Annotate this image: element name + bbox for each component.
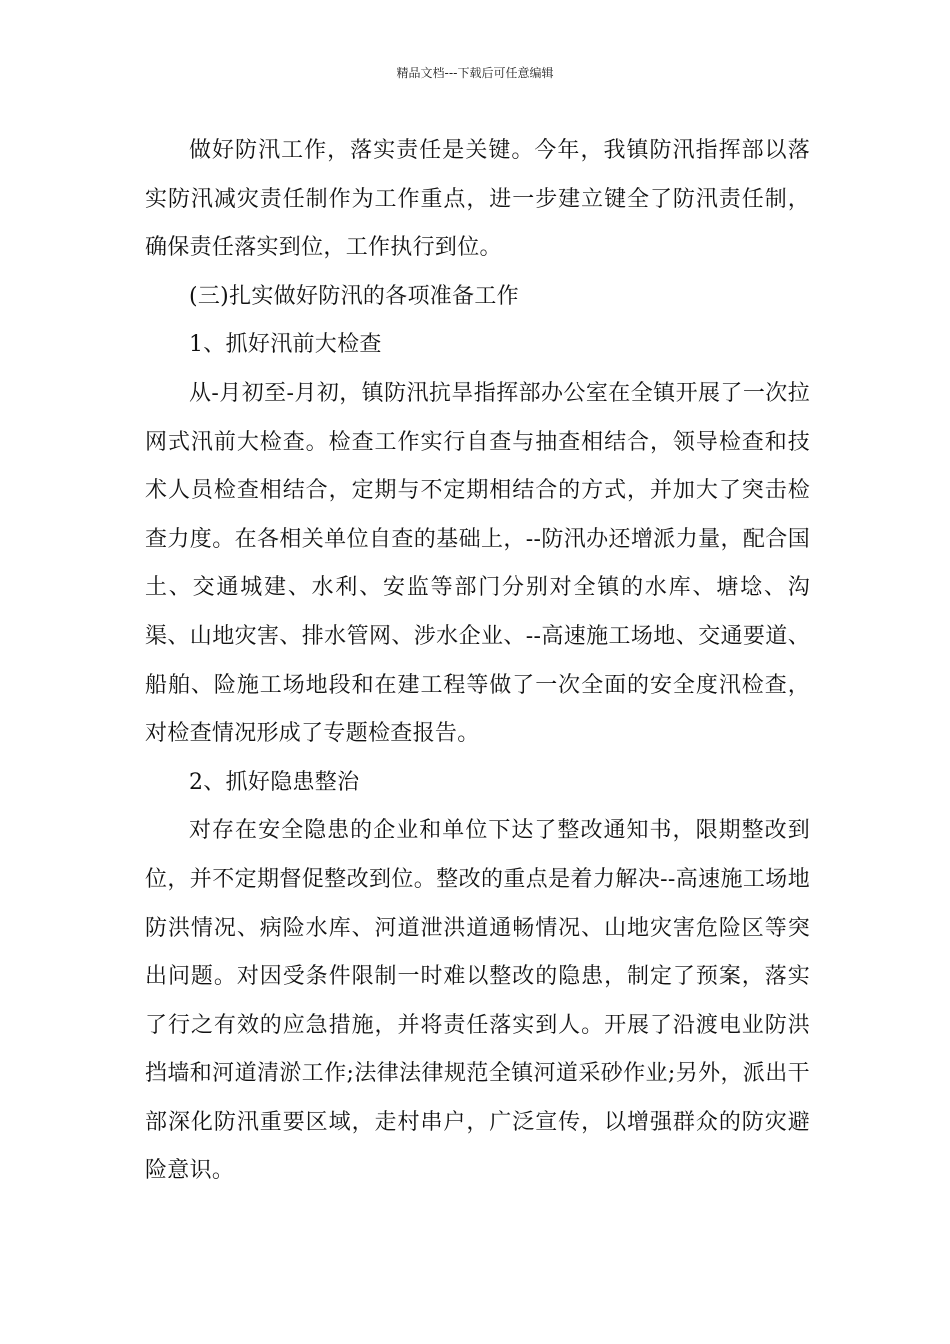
document-body bbox=[145, 127, 810, 1196]
paragraph-responsibility: 做好防汛工作，落实责任是关键。今年，我镇防汛指挥部以落实防汛减灾责任制作为工作重点，进一步建立键全了防汛责任制，确保责任落实到位，工作执行到位。 bbox=[145, 138, 810, 261]
page-header: 精品文档---下载后可任意编辑 bbox=[396, 66, 554, 80]
subheading-hazard-rectification: 2、抓好隐患整治 bbox=[189, 769, 360, 795]
paragraph-inspection: 从-月初至-月初，镇防汛抗旱指挥部办公室在全镇开展了一次拉网式汛前大检查。检查工作实行自查与抽查相结合，领导检查和技术人员检查相结合，定期与不定期相结合的方式，并加大了突击检查力度。在各相关单位自查的基础上，--防汛办还增派力量，配合国土、交通城建、水利、安监等部门分别对全镇的水库、塘埝、沟渠、山地灾害、排水管网、涉水企业、--高速施工场地、交通要道、船舶、险施工场地段和在建工程等做了一次全面的安全度汛检查，对检查情况形成了专题检查报告。 bbox=[145, 380, 810, 747]
paragraph-rectification: 对存在安全隐患的企业和单位下达了整改通知书，限期整改到位，并不定期督促整改到位。整改的重点是着力解决--高速施工场地防洪情况、病险水库、河道泄洪道通畅情况、山地灾害危险区等突出问题。对因受条件限制一时难以整改的隐患，制定了预案，落实了行之有效的应急措施，并将责任落实到人。开展了沿渡电业防洪挡墙和河道清淤工作;法律法律规范全镇河道采砂作业;另外，派出干部深化防汛重要区域，走村串户，广泛宣传，以增强群众的防灾避险意识。 bbox=[145, 818, 810, 1184]
subheading-pre-flood-inspection: 1、抓好汛前大检查 bbox=[189, 332, 382, 358]
section-heading-preparation: (三)扎实做好防汛的各项准备工作 bbox=[189, 283, 519, 309]
